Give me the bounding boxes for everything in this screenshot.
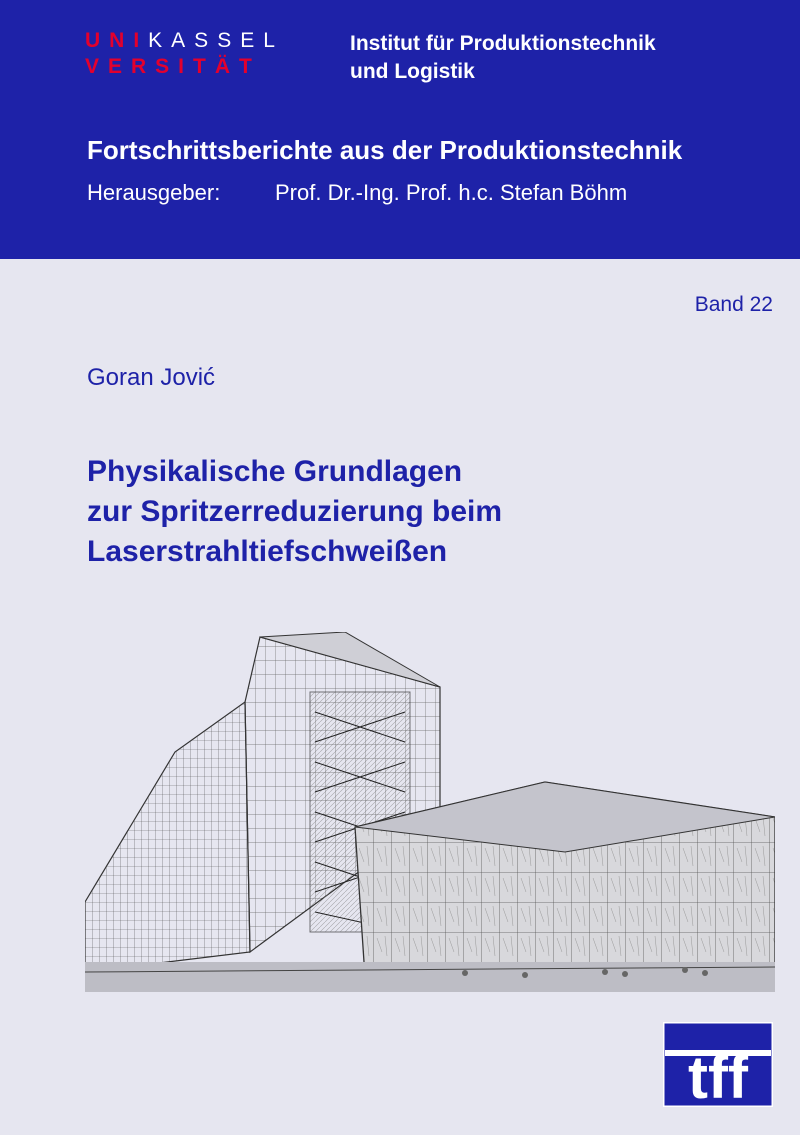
building-sketch-image [85,632,775,992]
logo-kassel: KASSEL [148,29,284,52]
series-title: Fortschrittsberichte aus der Produktionstechnik [87,135,683,165]
university-logo [85,28,284,80]
institute-name [350,30,656,86]
title-line-3: Laserstrahltiefschweißen [87,535,448,568]
author-name: Goran Jović [87,364,216,391]
editor-line [87,180,627,206]
volume-number: Band 22 [694,293,773,316]
header-band [0,0,800,259]
institute-line-1: Institut für Produktionstechnik [350,32,656,55]
title-line-1: Physikalische Grundlagen [87,455,463,488]
institute-line-2: und Logistik [350,60,475,83]
tff-logo-text: tff [688,1044,748,1107]
editor-name: Prof. Dr.-Ing. Prof. h.c. Stefan Böhm [275,180,628,205]
editor-label: Herausgeber: [87,180,221,205]
logo-uni: UNI [85,29,149,52]
tff-publisher-logo [663,1022,773,1107]
title-line-2: zur Spritzerreduzierung beim [87,495,503,528]
logo-versitaet: VERSITÄT [85,55,261,78]
book-title [87,452,767,572]
